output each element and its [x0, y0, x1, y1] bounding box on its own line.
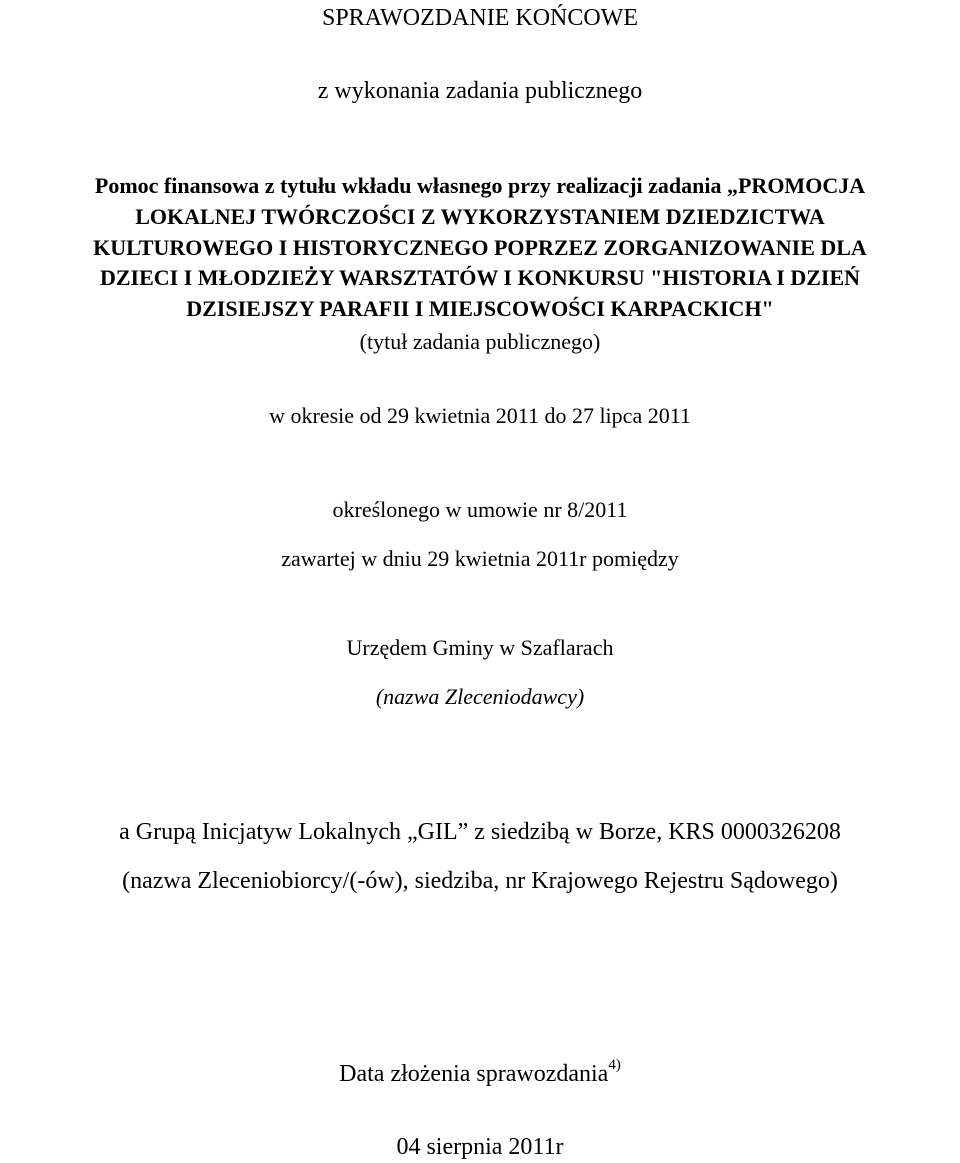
submission-date-label-text: Data złożenia sprawozdania	[339, 1061, 609, 1087]
report-heading: SPRAWOZDANIE KOŃCOWE	[321, 5, 639, 31]
submission-date-value: 04 sierpnia 2011r	[396, 1134, 564, 1160]
task-title-line: LOKALNEJ TWÓRCZOŚCI Z WYKORZYSTANIEM DZIEDZICTWA	[135, 203, 825, 229]
task-title-caption: (tytuł zadania publicznego)	[359, 329, 601, 354]
task-title-line: DZISIEJSZY PARAFII I MIEJSCOWOŚCI KARPACKICH"	[186, 296, 774, 322]
task-period: w okresie od 29 kwietnia 2011 do 27 lipca 2011	[269, 403, 691, 428]
contractor-name: a Grupą Inicjatyw Lokalnych „GIL” z siedzibą w Borze, KRS 0000326208	[119, 819, 841, 845]
task-title	[0, 171, 960, 325]
task-title-line: KULTUROWEGO I HISTORYCZNEGO POPRZEZ ZORGANIZOWANIE DLA	[93, 234, 867, 260]
principal-caption: (nazwa Zleceniodawcy)	[375, 684, 585, 709]
contract-number: określonego w umowie nr 8/2011	[332, 497, 628, 522]
report-subheading: z wykonania zadania publicznego	[317, 78, 643, 104]
contractor-caption: (nazwa Zleceniobiorcy/(-ów), siedziba, nr Krajowego Rejestru Sądowego)	[122, 868, 838, 894]
task-title-line: DZIECI I MŁODZIEŻY WARSZTATÓW I KONKURSU "HISTORIA I DZIEŃ	[100, 265, 860, 291]
footnote-marker: 4)	[608, 1057, 621, 1073]
contract-date: zawartej w dniu 29 kwietnia 2011r pomiędzy	[281, 546, 679, 571]
principal-name: Urzędem Gminy w Szaflarach	[346, 635, 614, 660]
task-title-line: Pomoc finansowa z tytułu wkładu własnego przy realizacji zadania „PROMOCJA	[94, 173, 866, 198]
submission-date-label	[0, 1059, 960, 1092]
